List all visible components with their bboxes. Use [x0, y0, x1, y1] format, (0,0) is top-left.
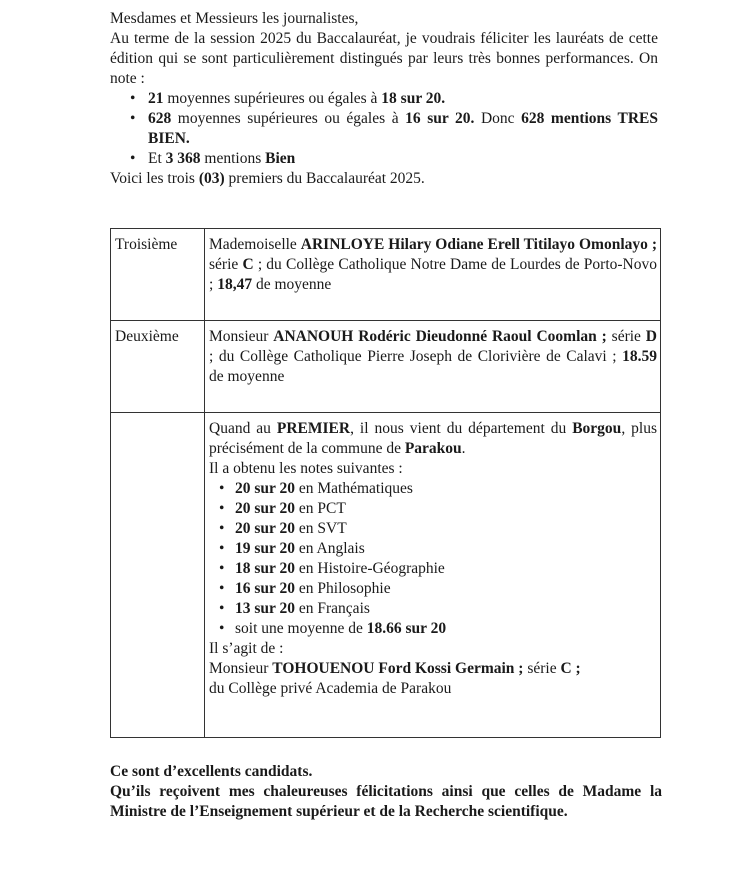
salutation: Mesdames et Messieurs les journalistes,: [110, 10, 359, 27]
closing-section: [110, 762, 662, 822]
first-lead: Quand au PREMIER, il nous vient du département du Borgou, plus précisément de la commune de Parakou.: [209, 420, 657, 457]
rank-cell: Deuxième: [111, 321, 205, 413]
laureates-table: [110, 228, 661, 738]
average-item: • soit une moyenne de 18.66 sur 20: [235, 619, 657, 639]
grade-item: • 18 sur 20 en Histoire-Géographie: [235, 559, 657, 579]
stats-item-2: • 628 moyennes supérieures ou égales à 16 sur 20. Donc 628 mentions TRES BIEN.: [148, 109, 658, 149]
laureate-first: [205, 413, 661, 738]
grade-item: • 20 sur 20 en PCT: [235, 499, 657, 519]
grade-item: • 20 sur 20 en SVT: [235, 519, 657, 539]
grade-item: • 16 sur 20 en Philosophie: [235, 579, 657, 599]
grade-item: • 19 sur 20 en Anglais: [235, 539, 657, 559]
intro-section: [110, 9, 658, 189]
grades-list: [209, 479, 657, 639]
first-name-line: Monsieur TOHOUENOU Ford Kossi Germain ; série C ;: [209, 660, 581, 677]
rank-cell: [111, 413, 205, 738]
podium-intro: Voici les trois (03) premiers du Baccalauréat 2025.: [110, 170, 425, 187]
closing-line-1: Ce sont d’excellents candidats.: [110, 763, 313, 780]
grade-item: • 13 sur 20 en Français: [235, 599, 657, 619]
intro-paragraph: Au terme de la session 2025 du Baccalauréat, je voudrais féliciter les lauréats de cette édition qui se sont particulièrement distingués par leurs très bonnes performances. On note :: [110, 30, 658, 87]
table-row: [111, 229, 661, 321]
table-row: [111, 413, 661, 738]
who-intro: Il s’agit de :: [209, 640, 284, 657]
grade-item: • 20 sur 20 en Mathématiques: [235, 479, 657, 499]
table-row: [111, 321, 661, 413]
stats-list: [110, 89, 658, 169]
closing-line-2: Qu’ils reçoivent mes chaleureuses félicitations ainsi que celles de Madame la Ministre de l’Enseignement supérieur et de la Recherche scientifique.: [110, 783, 662, 820]
first-school: du Collège privé Academia de Parakou: [209, 680, 452, 697]
rank-cell: Troisième: [111, 229, 205, 321]
notes-intro: Il a obtenu les notes suivantes :: [209, 460, 403, 477]
laureate-second: Monsieur ANANOUH Rodéric Dieudonné Raoul Coomlan ; série D ; du Collège Catholique Pierre Joseph de Clorivière de Calavi ; 18.59 de moyenne: [205, 321, 661, 413]
stats-item-3: • Et 3 368 mentions Bien: [148, 149, 658, 169]
laureate-third: Mademoiselle ARINLOYE Hilary Odiane Erell Titilayo Omonlayo ; série C ; du Collège Catholique Notre Dame de Lourdes de Porto-Novo ; 18,47 de moyenne: [205, 229, 661, 321]
stats-item-1: • 21 moyennes supérieures ou égales à 18 sur 20.: [148, 89, 658, 109]
